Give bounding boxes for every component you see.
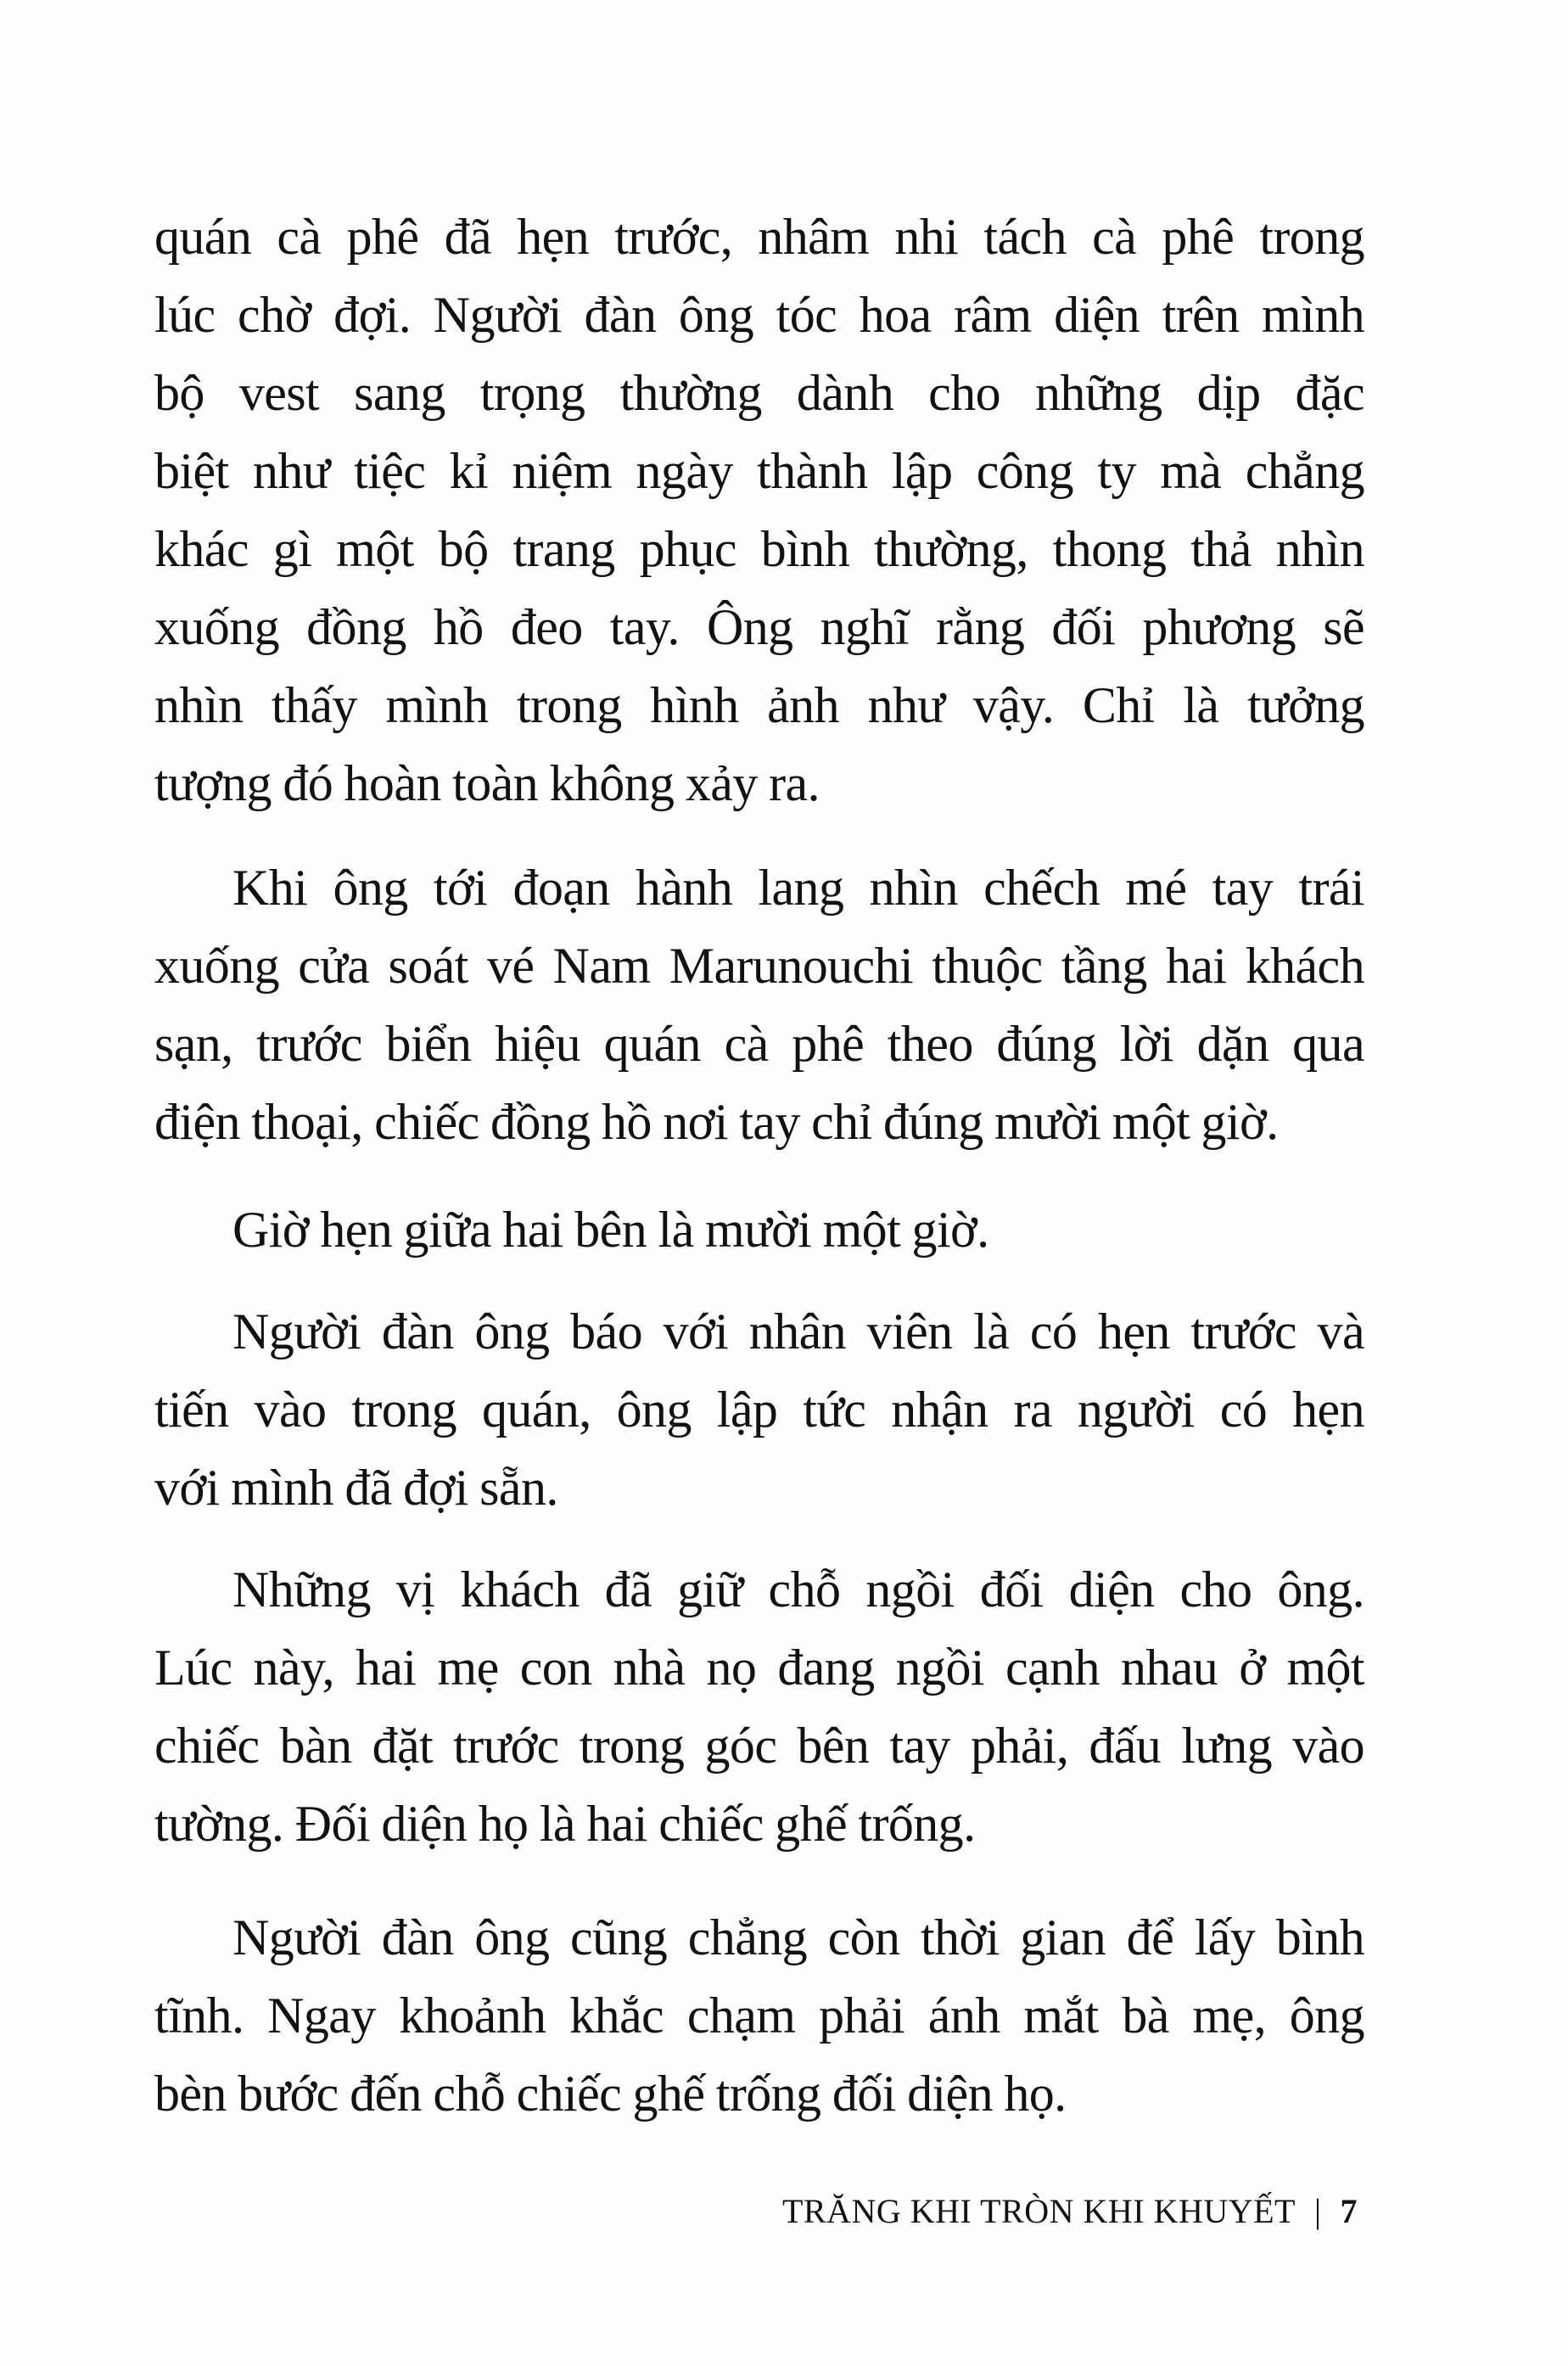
footer-separator: | bbox=[1313, 2192, 1322, 2230]
paragraph bbox=[154, 1898, 1364, 2133]
paragraph bbox=[154, 1292, 1364, 1527]
text-line: Người đàn ông cũng chẳng còn thời gian để lấy bình bbox=[232, 1909, 1364, 1965]
text-line: khác gì một bộ trang phục bình thường, thong thả nhìn bbox=[154, 521, 1364, 577]
text-line: lúc chờ đợi. Người đàn ông tóc hoa râm diện trên mình bbox=[154, 287, 1364, 343]
text-line: sạn, trước biển hiệu quán cà phê theo đúng lời dặn qua bbox=[154, 1016, 1364, 1072]
text-line: bộ vest sang trọng thường dành cho những dịp đặc bbox=[154, 365, 1364, 421]
paragraph bbox=[154, 198, 1364, 822]
text-line: Lúc này, hai mẹ con nhà nọ đang ngồi cạnh nhau ở một bbox=[154, 1640, 1364, 1696]
paragraph bbox=[154, 849, 1364, 1161]
text-line: tượng đó hoàn toàn không xảy ra. bbox=[154, 755, 820, 811]
text-line: Giờ hẹn giữa hai bên là mười một giờ. bbox=[232, 1202, 989, 1258]
text-line: Khi ông tới đoạn hành lang nhìn chếch mé tay trái bbox=[232, 860, 1364, 916]
text-line: điện thoại, chiếc đồng hồ nơi tay chỉ đúng mười một giờ. bbox=[154, 1094, 1279, 1150]
text-line: bèn bước đến chỗ chiếc ghế trống đối diện họ. bbox=[154, 2066, 1067, 2122]
text-line: nhìn thấy mình trong hình ảnh như vậy. Chỉ là tưởng bbox=[154, 677, 1364, 733]
text-line: biệt như tiệc kỉ niệm ngày thành lập công ty mà chẳng bbox=[154, 443, 1364, 499]
text-line: Những vị khách đã giữ chỗ ngồi đối diện cho ông. bbox=[232, 1561, 1364, 1618]
paragraph bbox=[154, 1550, 1364, 1863]
text-line: tường. Đối diện họ là hai chiếc ghế trống. bbox=[154, 1796, 976, 1852]
text-line: quán cà phê đã hẹn trước, nhâm nhi tách cà phê trong bbox=[154, 209, 1364, 265]
paragraph bbox=[154, 1191, 1364, 1269]
running-title: TRĂNG KHI TRÒN KHI KHUYẾT bbox=[781, 2192, 1296, 2230]
page-footer bbox=[679, 2188, 1358, 2235]
text-line: Người đàn ông báo với nhân viên là có hẹn trước và bbox=[232, 1304, 1364, 1360]
text-line: tiến vào trong quán, ông lập tức nhận ra người có hẹn bbox=[154, 1382, 1364, 1438]
text-line: tĩnh. Ngay khoảnh khắc chạm phải ánh mắt bà mẹ, ông bbox=[154, 1988, 1364, 2044]
text-line: xuống đồng hồ đeo tay. Ông nghĩ rằng đối phương sẽ bbox=[154, 599, 1364, 655]
text-line: chiếc bàn đặt trước trong góc bên tay phải, đấu lưng vào bbox=[154, 1718, 1364, 1774]
text-line: xuống cửa soát vé Nam Marunouchi thuộc tầng hai khách bbox=[154, 938, 1364, 994]
text-line: với mình đã đợi sẵn. bbox=[154, 1460, 558, 1516]
page-number: 7 bbox=[1340, 2192, 1358, 2230]
